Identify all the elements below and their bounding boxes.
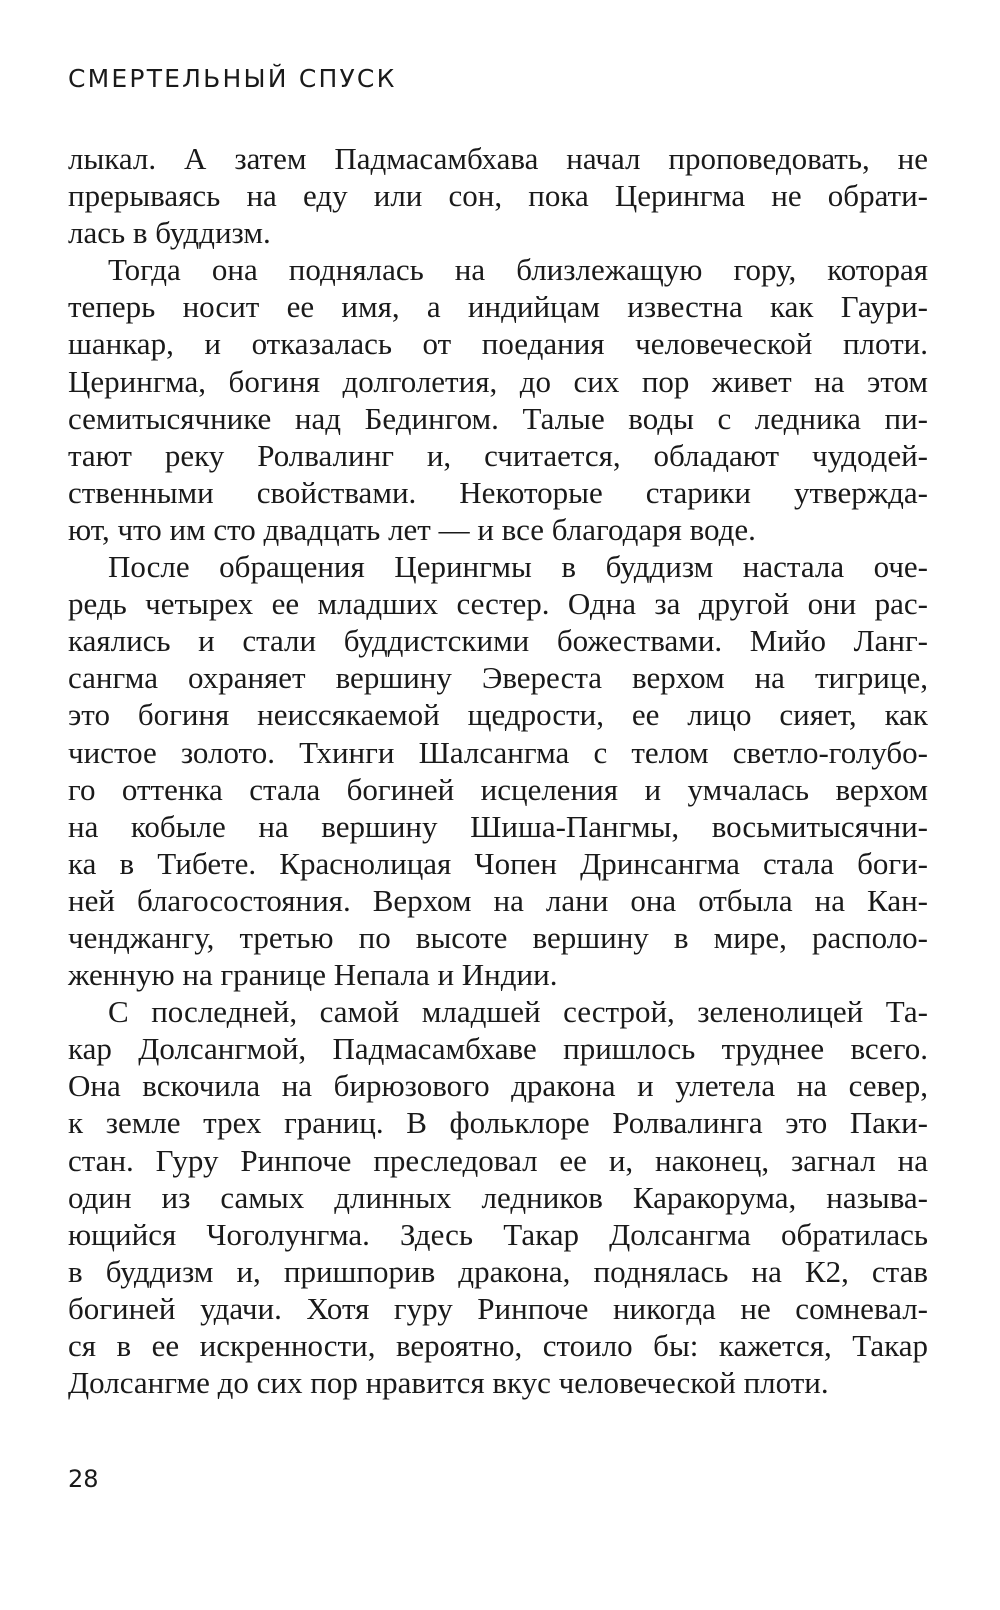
text-line: каялись и стали буддистскими божествами. Мийо Ланг-	[68, 623, 928, 659]
text-line: ют, что им сто двадцать лет — и все благодаря воде.	[68, 511, 756, 547]
text-line: на кобыле на вершину Шиша-Пангмы, восьмитысячни-	[68, 808, 928, 844]
text-line: чистое золото. Тхинги Шалсангма с телом светло-голубо-	[68, 734, 928, 770]
text-line: это богиня неиссякаемой щедрости, ее лицо сияет, как	[68, 697, 928, 733]
text-line: ственными свойствами. Некоторые старики утвержда-	[68, 474, 928, 510]
text-line: теперь носит ее имя, а индийцам известна как Гаури-	[68, 289, 928, 325]
running-title: СМЕРТЕЛЬНЫЙ СПУСК	[68, 64, 397, 93]
text-line: ченджангу, третью по высоте вершину в мире, располо-	[68, 919, 928, 955]
text-line: го оттенка стала богиней исцеления и умчалась верхом	[68, 771, 928, 807]
text-line: лась в буддизм.	[68, 215, 271, 251]
text-line: один из самых длинных ледников Каракорума, называ-	[68, 1179, 928, 1215]
page-number: 28	[68, 1465, 99, 1493]
text-line: женную на границе Непала и Индии.	[68, 957, 558, 993]
text-line: После обращения Церингмы в буддизм настала оче-	[108, 549, 928, 585]
text-line: шанкар, и отказалась от поедания человеческой плоти.	[68, 326, 928, 362]
text-line: ся в ее искренности, вероятно, стоило бы: кажется, Такар	[68, 1328, 928, 1363]
text-line: к земле трех границ. В фольклоре Ролвалинга это Паки-	[68, 1105, 928, 1141]
text-line: тают реку Ролвалинг и, считается, обладают чудодей-	[68, 437, 928, 473]
text-line: Церингма, богиня долголетия, до сих пор живет на этом	[68, 363, 928, 399]
text-line: Долсангме до сих пор нравится вкус человеческой плоти.	[68, 1365, 829, 1401]
text-line: лыкал. А затем Падмасамбхава начал проповедовать, не	[68, 141, 928, 176]
text-line: ней благосостояния. Верхом на лани она отбыла на Кан-	[68, 882, 928, 918]
text-line: ка в Тибете. Краснолицая Чопен Дринсангма стала боги-	[68, 845, 928, 881]
text-line: редь четырех ее младших сестер. Одна за другой они рас-	[68, 586, 928, 622]
text-line: С последней, самой младшей сестрой, зеленолицей Та-	[108, 994, 928, 1030]
text-line: сангма охраняет вершину Эвереста верхом на тигрице,	[68, 660, 928, 696]
text-line: Тогда она поднялась на близлежащую гору, которая	[108, 252, 928, 288]
text-line: кар Долсангмой, Падмасамбхаве пришлось труднее всего.	[68, 1031, 928, 1067]
text-line: стан. Гуру Ринпоче преследовал ее и, наконец, загнал на	[68, 1142, 928, 1178]
text-line: ющийся Чоголунгма. Здесь Такар Долсангма обратилась	[68, 1216, 928, 1252]
paragraph-2	[68, 251, 928, 548]
text-line: семитысячнике над Бедингом. Талые воды с ледника пи-	[68, 400, 928, 436]
text-line: в буддизм и, пришпорив дракона, поднялась на К2, став	[68, 1253, 928, 1289]
paragraph-3	[68, 548, 928, 993]
body-text	[68, 140, 928, 1401]
paragraph-4	[68, 993, 928, 1401]
text-line: богиней удачи. Хотя гуру Ринпоче никогда не сомневал-	[68, 1290, 928, 1326]
text-line: прерываясь на еду или сон, пока Церингма не обрати-	[68, 178, 928, 214]
text-line: Она вскочила на бирюзового дракона и улетела на север,	[68, 1068, 928, 1104]
paragraph-1	[68, 140, 928, 251]
